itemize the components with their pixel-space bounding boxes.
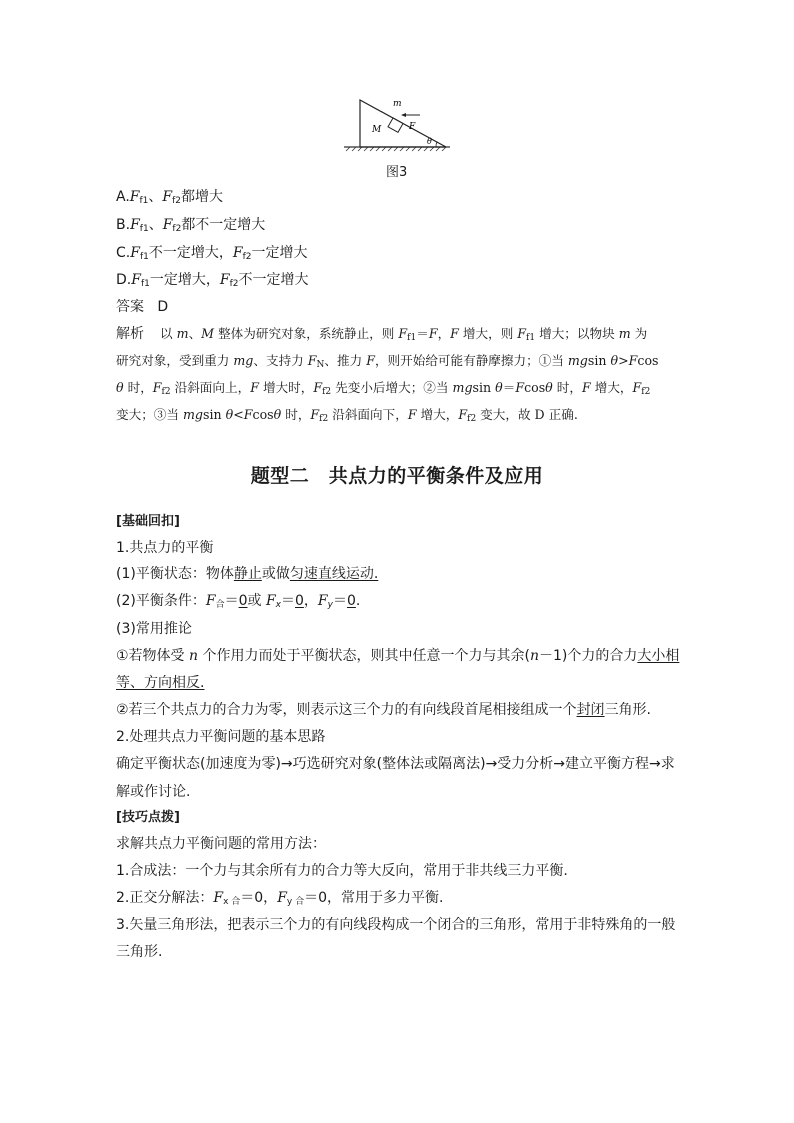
- label-M: M: [372, 125, 382, 135]
- basics-point-6-cont: 解或作讨论.: [116, 784, 191, 800]
- arrow-head: [401, 113, 406, 117]
- analysis-line-4: 变大；③当 mgsin θ<Fcosθ 时，$F_{f2}$ 沿斜面向下，F 增大，$F_{f2}$ 变大，故 D 正确.: [116, 407, 578, 424]
- tips-method-1: 1.合成法：一个力与其余所有力的合力等大反向，常用于非共线三力平衡.: [116, 863, 568, 879]
- label-theta: θ: [427, 137, 432, 146]
- tips-method-2: 2.正交分解法：$F_{x 合}=0$，$F_{y 合}=0$，常用于多力平衡.: [116, 890, 444, 907]
- basics-point-4-cont: 等、方向相反.: [116, 675, 205, 691]
- option-b: $B.F_{f1}$、$F_{f2}$都不一定增大: [116, 217, 266, 234]
- basics-topic-2: 2.处理共点力平衡问题的基本思路: [116, 729, 326, 745]
- analysis-line-1: 解析 以 m、M 整体为研究对象，系统静止，则 $F_{f1}=F$，F 增大，则 $F_{f1}$ 增大；以物块 m 为: [116, 326, 648, 343]
- block: [388, 118, 403, 132]
- basics-point-5: ②若三个共点力的合力为零，则表示这三个力的有向线段首尾相接组成一个封闭三角形.: [116, 702, 652, 718]
- ground-hatch: [344, 147, 450, 151]
- answer: 答案 D: [116, 299, 169, 315]
- figure-caption: 图3: [386, 165, 408, 180]
- basics-point-2: (2)平衡条件：$F_合=0$或 $F_x=0$，$F_y=0$.: [116, 593, 361, 610]
- option-c: $C.F_{f1}$不一定增大，$F_{f2}$一定增大: [116, 245, 308, 262]
- basics-point-1: (1)平衡状态：物体静止或做匀速直线运动.: [116, 566, 379, 582]
- label-m: m: [393, 99, 402, 109]
- analysis-line-3: θ 时，$F_{f2}$ 沿斜面向上，F 增大时，$F_{f2}$ 先变小后增大；②当 mgsin θ＝Fcosθ 时，F 增大，$F_{f2}$: [116, 380, 651, 397]
- option-a: $A.F_{f1}$、$F_{f2}$都增大: [116, 189, 224, 206]
- basics-topic-1: 1.共点力的平衡: [116, 540, 214, 556]
- section-title: 题型二 共点力的平衡条件及应用: [250, 465, 544, 487]
- angle-arc: [436, 142, 437, 148]
- incline-diagram: [340, 95, 452, 157]
- tips-intro: 求解共点力平衡问题的常用方法：: [116, 836, 326, 852]
- basics-point-6: 确定平衡状态(加速度为零)→巧选研究对象(整体法或隔离法)→受力分析→建立平衡方程→求: [116, 756, 675, 772]
- basics-point-4: ①若物体受 n 个作用力而处于平衡状态，则其中任意一个力与其余(n－1)个力的合力大小相: [116, 648, 680, 664]
- label-F: F: [409, 122, 416, 132]
- basics-header: [基础回扣]: [116, 514, 180, 529]
- tips-header: [技巧点拨]: [116, 810, 180, 825]
- tips-method-3: 3.矢量三角形法，把表示三个力的有向线段构成一个闭合的三角形，常用于非特殊角的一般: [116, 917, 676, 933]
- option-d: $D.F_{f1}$一定增大，$F_{f2}$不一定增大: [116, 272, 309, 289]
- tips-method-3-cont: 三角形.: [116, 944, 163, 960]
- analysis-line-2: 研究对象，受到重力 mg、支持力 $F_N$、推力 F，则开始给可能有静摩擦力；①当 mgsin θ>Fcos: [116, 353, 659, 370]
- basics-point-3: (3)常用推论: [116, 621, 192, 637]
